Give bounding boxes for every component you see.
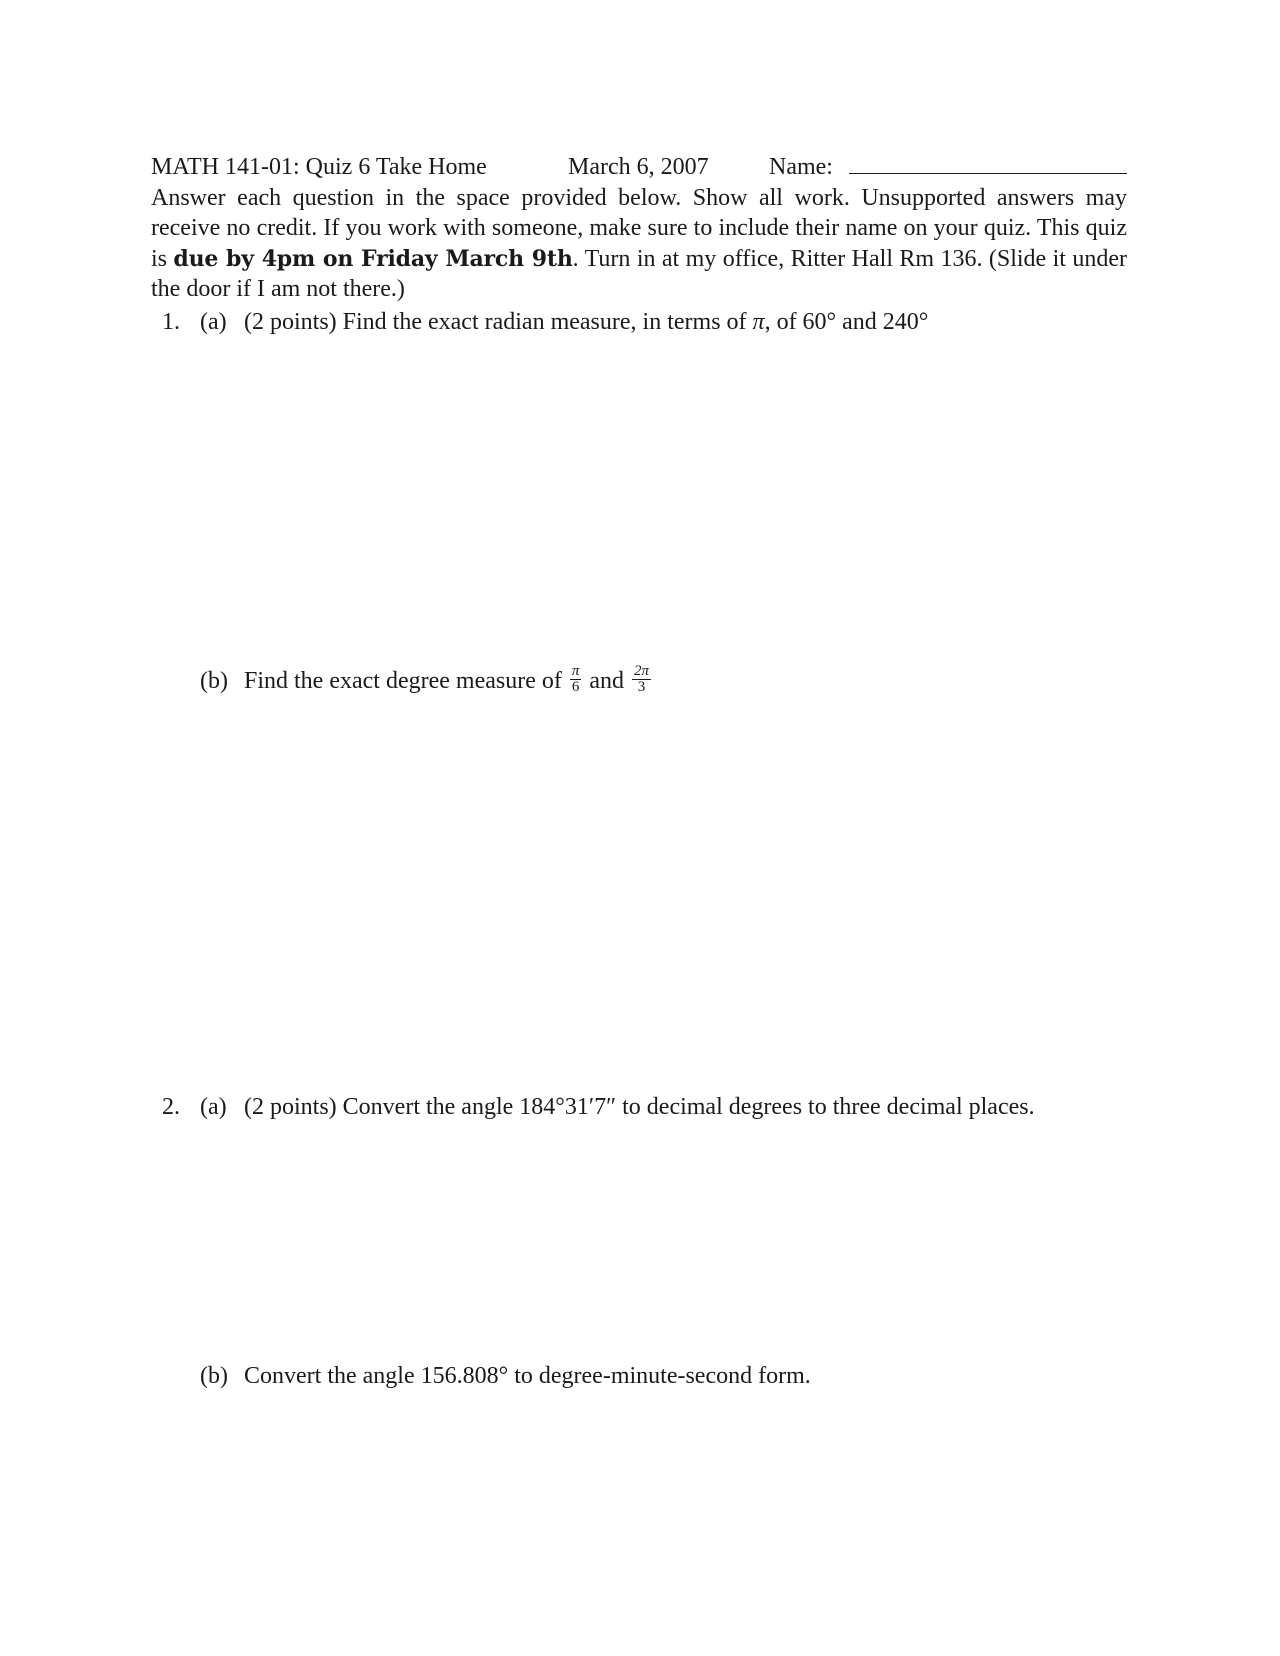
question-number: 2.: [162, 1094, 180, 1120]
fraction-denominator: 3: [637, 678, 646, 695]
fraction-numerator: 2π: [634, 662, 650, 679]
question-part-label: (a): [200, 309, 227, 335]
question-text-before: (2 points) Find the exact radian measure, in terms of: [244, 309, 753, 335]
question-number: 1.: [162, 309, 180, 335]
due-date-emphasis: due by 4pm on Friday March 9th: [173, 245, 573, 272]
name-label: Name:: [769, 154, 833, 180]
quiz-date: March 6, 2007: [568, 154, 709, 180]
question-1b: [162, 662, 862, 702]
fraction-denominator: 6: [571, 678, 580, 695]
question-text: (2 points) Convert the angle 184°31′7″ to decimal degrees to three decimal places.: [244, 1094, 1035, 1120]
question-text-before: Find the exact degree measure of: [244, 668, 568, 694]
question-text: Convert the angle 156.808° to degree-minute-second form.: [244, 1363, 811, 1389]
question-part-label: (b): [200, 1363, 228, 1389]
instructions-text-1: Answer each question in the space provided below. Show all work. Unsupported answers may receive no credit. If you work with someone, make sure to include their name on your quiz. This quiz is: [151, 185, 1127, 272]
question-text-after: , of 60° and 240°: [764, 309, 929, 335]
instructions-text-2: . Turn in at my office, Ritter Hall Rm 136. (Slide it under the door if I am not there.): [151, 245, 1128, 302]
quiz-header: [151, 150, 1127, 184]
question-1a: [162, 307, 1062, 339]
question-part-label: (b): [200, 668, 228, 694]
and-word: and: [583, 668, 631, 694]
fraction-2pi-over-3: [632, 662, 651, 695]
question-2a: [162, 1092, 1162, 1124]
instructions-paragraph: [151, 183, 1127, 304]
name-blank-line: [849, 173, 1127, 174]
quiz-title: MATH 141-01: Quiz 6 Take Home: [151, 154, 487, 180]
fraction-pi-over-6: [570, 662, 582, 695]
question-2b: [162, 1361, 962, 1393]
question-part-label: (a): [200, 1094, 227, 1120]
question-text: [244, 307, 928, 337]
pi-symbol: π: [752, 309, 765, 335]
question-text: [244, 662, 653, 697]
fraction-numerator: π: [571, 662, 580, 679]
